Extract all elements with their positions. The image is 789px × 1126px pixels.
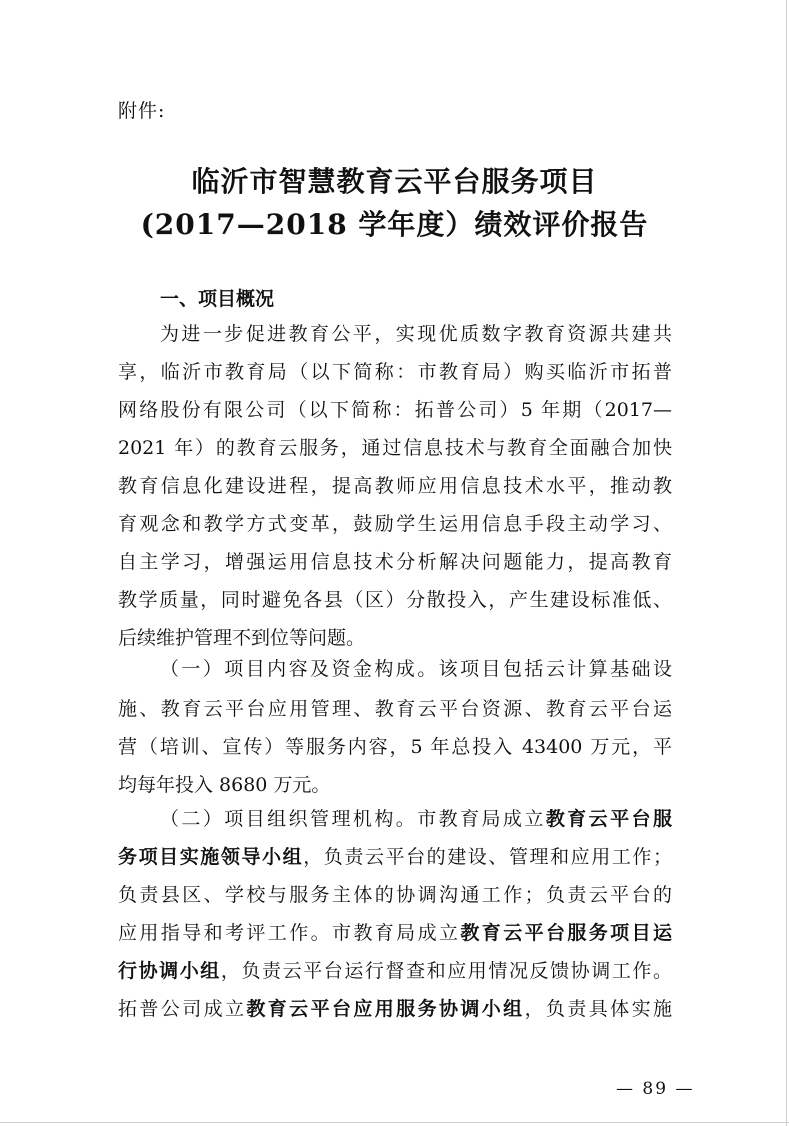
para1-line: 教学质量，同时避免各县（区）分散投入，产生建设标准低、 xyxy=(118,589,672,611)
para3-bold-text: 教育云平台应用服务协调小组 xyxy=(246,998,525,1020)
para2-line: 营（培训、宣传）等服务内容，5 年总投入 43400 万元，平 xyxy=(118,736,672,758)
para1-line: 享，临沂市教育局（以下简称：市教育局）购买临沂市拓普 xyxy=(118,361,672,383)
para2-line: （一）项目内容及资金构成。该项目包括云计算基础设 xyxy=(160,658,672,680)
para3-text: ，负责云平台的建设、管理和应用工作； xyxy=(303,846,672,868)
para1-line: 为进一步促进教育公平，实现优质数字教育资源共建共 xyxy=(160,323,672,345)
para3-line xyxy=(118,990,672,1028)
para3-text: ，负责云平台运行督查和应用情况反馈协调工作。 xyxy=(220,960,672,982)
para3-line xyxy=(118,914,672,952)
para1-line: 后续维护管理不到位等问题。 xyxy=(118,627,366,649)
para3-bold-text: 教育云平台服务项目运 xyxy=(460,922,672,944)
section-heading: 一、项目概况 xyxy=(160,288,275,310)
para1-line: 教育信息化建设进程，提高教师应用信息技术水平，推动教 xyxy=(118,475,672,497)
para3-bold-text: 教育云平台服 xyxy=(545,808,672,830)
para3-line xyxy=(118,838,672,876)
page-edge-bottom xyxy=(0,1122,789,1123)
para3-line xyxy=(118,952,672,990)
attachment-label: 附件: xyxy=(118,100,166,122)
para2-line: 均每年投入 8680 万元。 xyxy=(118,774,331,796)
para1-line: 自主学习，增强运用信息技术分析解决问题能力，提高教育 xyxy=(118,551,672,573)
para2-line: 施、教育云平台应用管理、教育云平台资源、教育云平台运 xyxy=(118,698,672,720)
page-number: — 89 — xyxy=(616,1079,695,1099)
para3-text: （二）项目组织管理机构。市教育局成立 xyxy=(160,808,546,830)
para1-line: 育观念和教学方式变革，鼓励学生运用信息手段主动学习、 xyxy=(118,513,672,535)
title-line-2: (2017—2018 学年度）绩效评价报告 xyxy=(140,208,649,241)
title-line-1: 临沂市智慧教育云平台服务项目 xyxy=(191,165,598,198)
para1-line: 网络股份有限公司（以下简称：拓普公司）5 年期（2017— xyxy=(118,399,672,421)
para3-text: 应用指导和考评工作。市教育局成立 xyxy=(118,922,461,944)
para1-line: 2021 年）的教育云服务，通过信息技术与教育全面融合加快 xyxy=(118,437,672,459)
para3-text: 拓普公司成立 xyxy=(118,998,247,1020)
para3-line xyxy=(160,800,672,838)
para3-bold-text: 行协调小组 xyxy=(118,960,221,982)
para3-text: ，负责具体实施 xyxy=(524,998,672,1020)
para3-line: 负责县区、学校与服务主体的协调沟通工作；负责云平台的 xyxy=(118,884,672,906)
para3-bold-text: 务项目实施领导小组 xyxy=(118,846,304,868)
